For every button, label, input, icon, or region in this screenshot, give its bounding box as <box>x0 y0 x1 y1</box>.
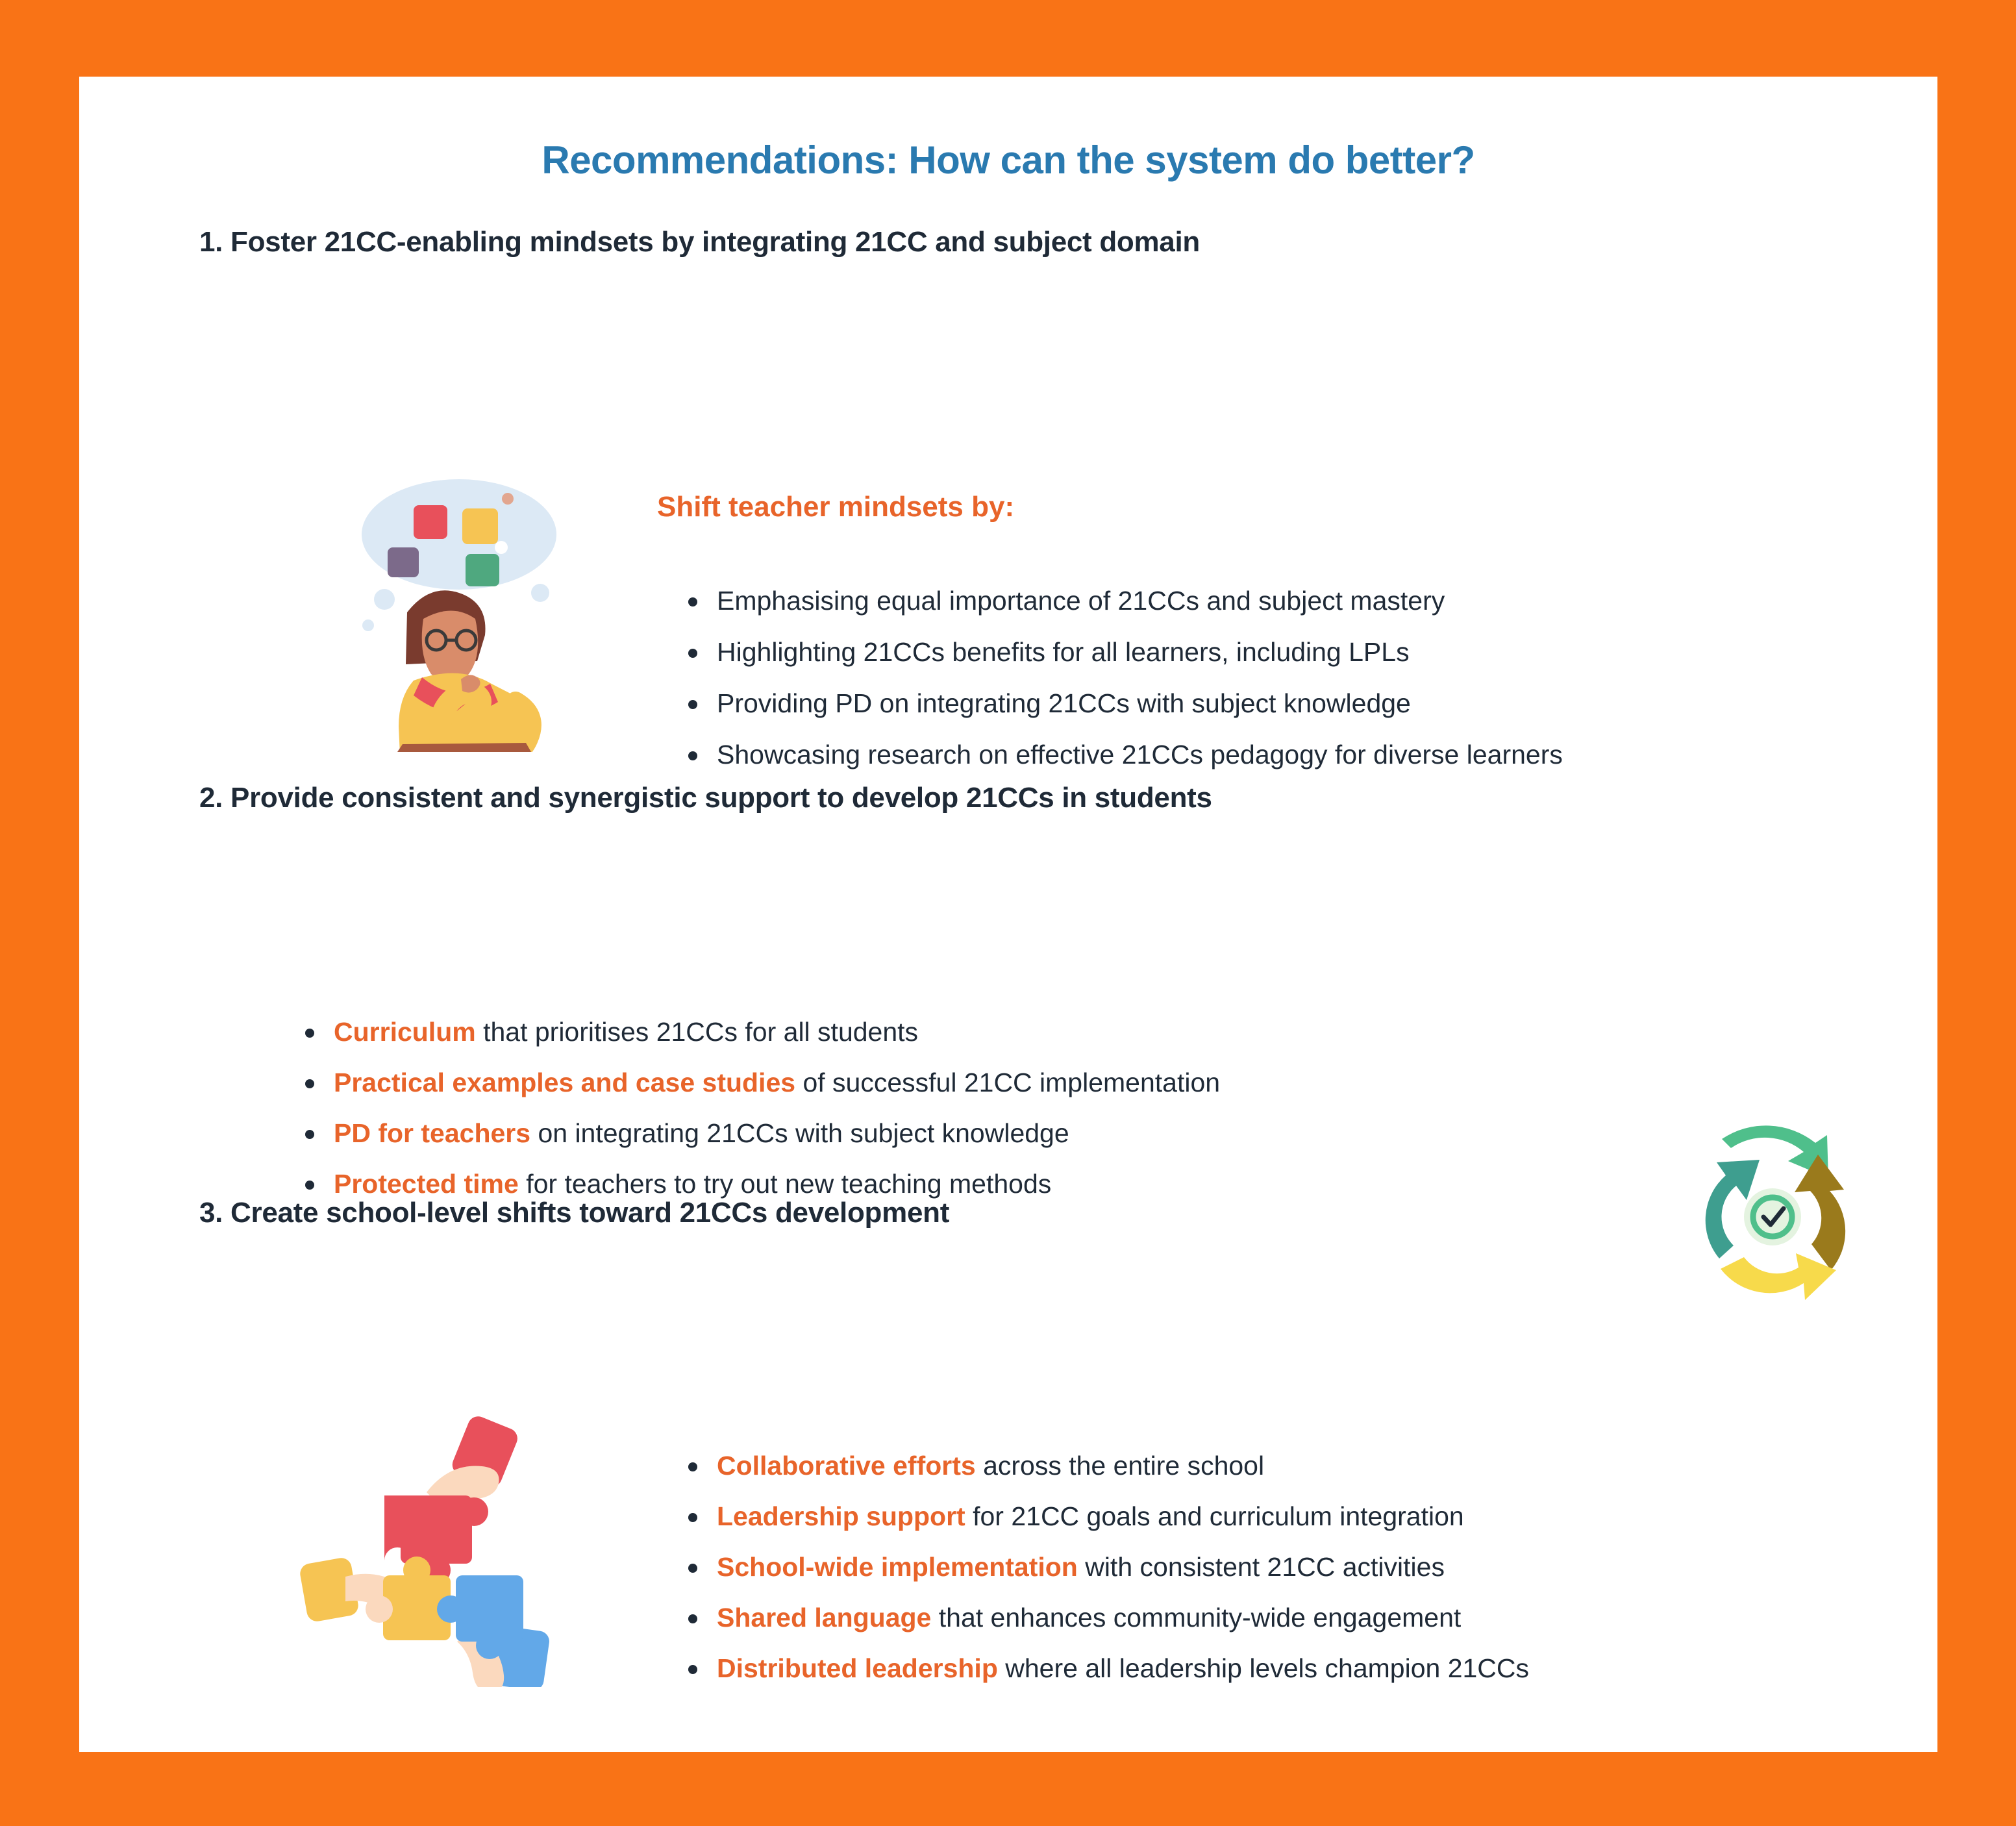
bullet-text: that enhances community-wide engagement <box>931 1603 1462 1632</box>
list-item <box>677 575 1563 627</box>
list-item <box>293 1108 1220 1158</box>
puzzle-hands-illustration <box>300 1414 579 1687</box>
list-item <box>677 1643 1529 1694</box>
list-item <box>293 1057 1220 1108</box>
list-item <box>677 729 1563 781</box>
section-2-bullet-list <box>293 1007 1220 1209</box>
bullet-lead: Distributed leadership <box>717 1653 998 1683</box>
section-1-bullet-list <box>677 575 1563 781</box>
bullet-lead: Shared language <box>717 1603 932 1632</box>
section-3-bullet-list <box>677 1440 1529 1694</box>
list-item <box>677 1542 1529 1592</box>
bullet-text: where all leadership levels champion 21CCs <box>997 1653 1530 1683</box>
bullet-text: on integrating 21CCs with subject knowledge <box>530 1118 1069 1148</box>
section-1-heading: 1. Foster 21CC-enabling mindsets by integrating 21CC and subject domain <box>199 226 1200 258</box>
bullet-text: of successful 21CC implementation <box>795 1068 1221 1097</box>
thinking-person-illustration <box>345 473 566 752</box>
bullet-lead: Protected time <box>334 1169 519 1199</box>
section-3-heading: 3. Create school-level shifts toward 21CCs development <box>199 1197 950 1229</box>
section-2-heading: 2. Provide consistent and synergistic support to develop 21CCs in students <box>199 782 1212 814</box>
cycle-arrows-illustration <box>1657 1109 1891 1323</box>
bullet-text: Emphasising equal importance of 21CCs and subject mastery <box>717 586 1445 616</box>
list-item <box>677 1491 1529 1542</box>
bullet-text: Highlighting 21CCs benefits for all learners, including LPLs <box>717 637 1410 667</box>
bullet-text: Providing PD on integrating 21CCs with subject knowledge <box>717 688 1411 718</box>
bullet-lead: PD for teachers <box>334 1118 531 1148</box>
bullet-text: with consistent 21CC activities <box>1077 1552 1445 1582</box>
bullet-lead: Curriculum <box>334 1017 476 1047</box>
bullet-text: for teachers to try out new teaching methods <box>518 1169 1052 1199</box>
bullet-text: across the entire school <box>975 1451 1265 1481</box>
list-item <box>677 1592 1529 1643</box>
page-title: Recommendations: How can the system do better? <box>541 138 1475 182</box>
section-1-subheading: Shift teacher mindsets by: <box>657 491 1015 523</box>
list-item <box>677 678 1563 729</box>
list-item <box>293 1007 1220 1057</box>
bullet-lead: Leadership support <box>717 1501 965 1531</box>
bullet-text: for 21CC goals and curriculum integration <box>965 1501 1464 1531</box>
list-item <box>677 627 1563 678</box>
slide-card <box>79 77 1937 1752</box>
bullet-lead: Practical examples and case studies <box>334 1068 796 1097</box>
bullet-text: Showcasing research on effective 21CCs pedagogy for diverse learners <box>717 740 1563 769</box>
bullet-lead: Collaborative efforts <box>717 1451 976 1481</box>
bullet-lead: School-wide implementation <box>717 1552 1078 1582</box>
list-item <box>677 1440 1529 1491</box>
bullet-text: that prioritises 21CCs for all students <box>475 1017 919 1047</box>
